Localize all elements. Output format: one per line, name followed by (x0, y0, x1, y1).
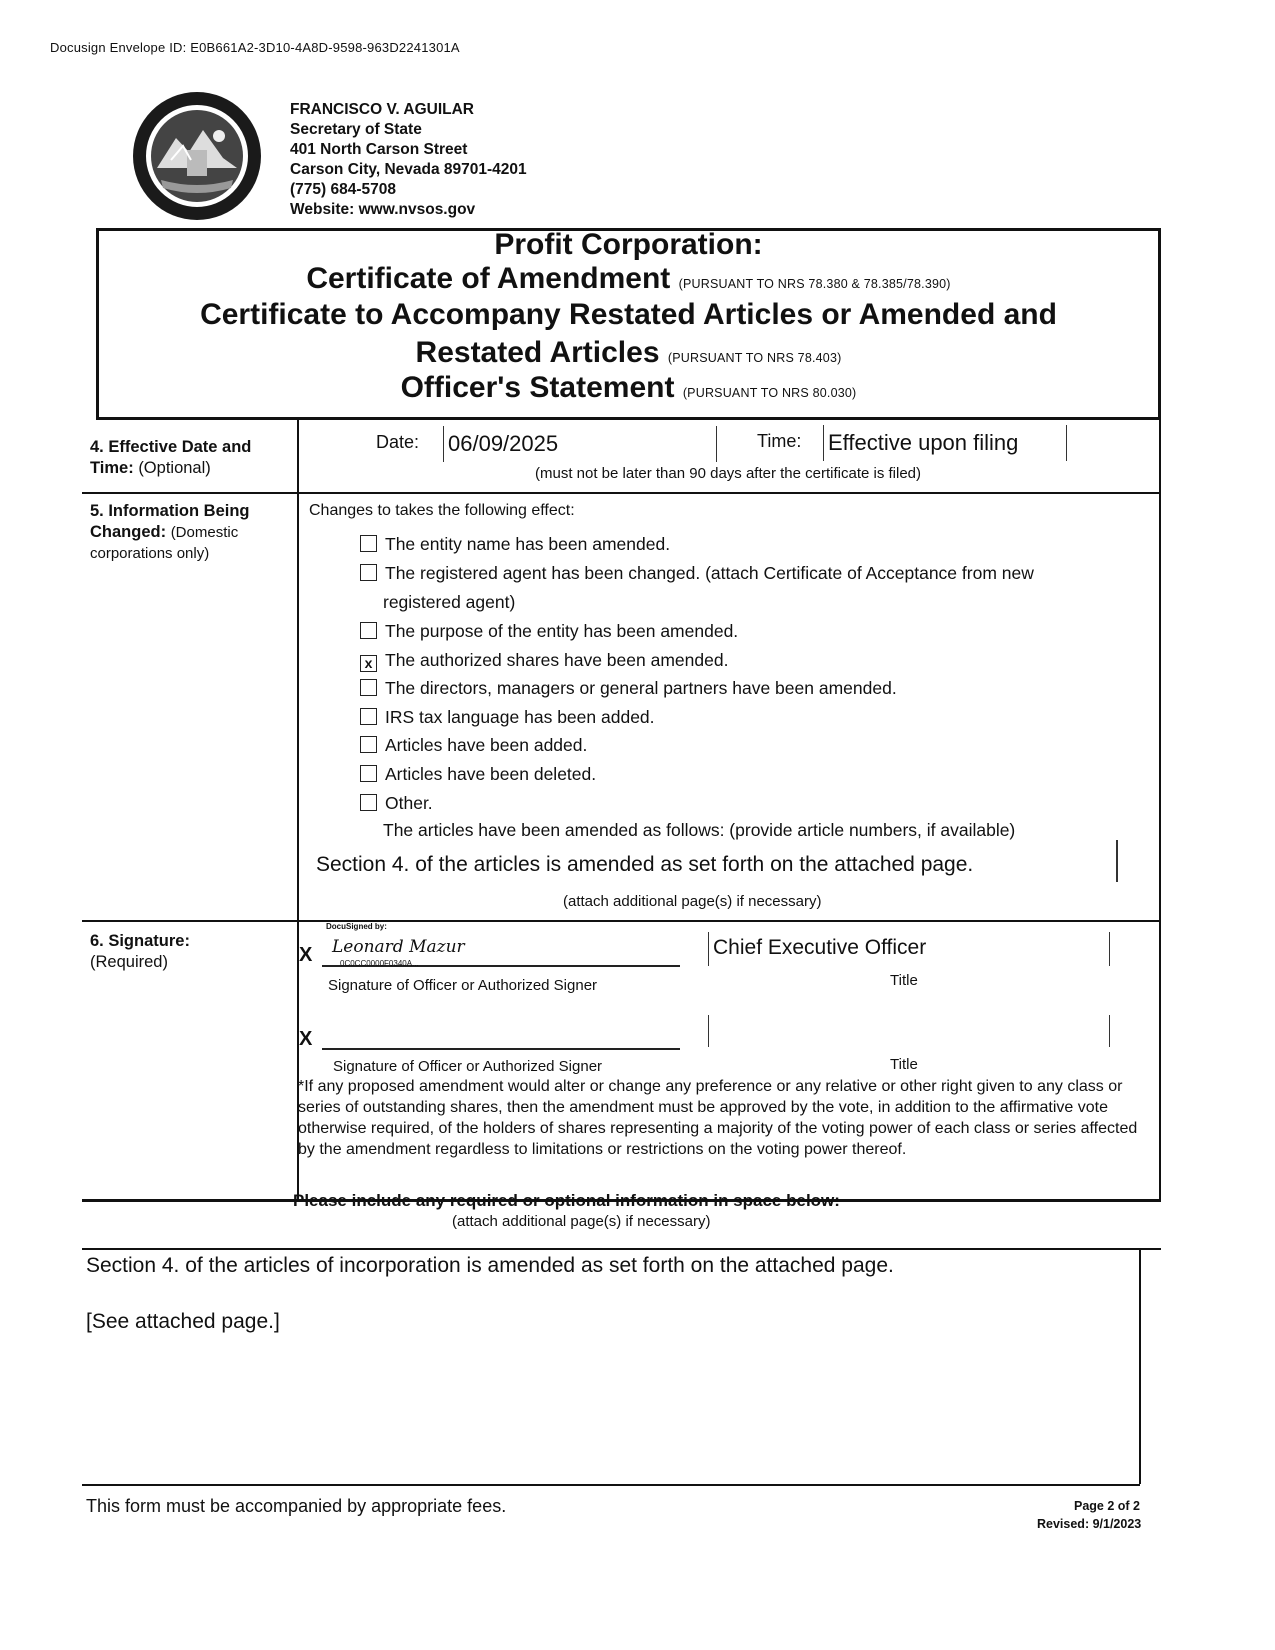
section4-label-optional: (Optional) (138, 459, 211, 477)
time-label: Time: (757, 431, 802, 451)
checkbox-articles-added[interactable] (360, 736, 377, 753)
option-purpose[interactable] (360, 621, 738, 642)
title-line-4 (99, 336, 1158, 370)
amended-field-edge (1116, 840, 1118, 882)
checkbox-entity-name[interactable] (360, 535, 377, 552)
docusign-code: 0C0CC0000F0340A... (340, 959, 419, 968)
signature-x-1: X (299, 944, 313, 966)
secretary-address-block (290, 100, 527, 220)
time-field[interactable] (823, 425, 1067, 461)
title-field-1[interactable] (708, 932, 1110, 966)
title-line-5-text: Officer's Statement (400, 371, 675, 404)
page-number: Page 2 of 2 (1074, 1499, 1140, 1513)
date-field[interactable] (443, 426, 717, 462)
secretary-name: FRANCISCO V. AGUILAR (290, 101, 475, 118)
right-border (1159, 419, 1161, 1199)
option-directors[interactable] (360, 678, 897, 699)
amendment-footnote: *If any proposed amendment would alter or change any preference or any relative or other right given to any class or series of outstanding shares, then the amendment must be approved by the vote, in addition to the affirmative vote otherwise required, of the holders of shares representing a majority of the voting power of each class or series affected by the amendment regardless to limitations or restrictions on the voting power thereof. (298, 1078, 1138, 1158)
checkbox-articles-deleted[interactable] (360, 765, 377, 782)
signature-x-2: X (299, 1028, 313, 1050)
section5-label-note2: corporations only) (90, 545, 210, 562)
option-registered-agent-cont: registered agent) (383, 592, 516, 612)
changes-intro: Changes to takes the following effect: (309, 502, 575, 519)
checkbox-irs-tax[interactable] (360, 708, 377, 725)
option-registered-agent[interactable] (360, 563, 1034, 584)
section4-label-bold2: Time: (90, 459, 134, 477)
option-label: The registered agent has been changed. (attach Certificate of Acceptance from new (385, 563, 1034, 583)
effective-date-note: (must not be later than 90 days after the certificate is filed) (535, 465, 922, 482)
checkbox-directors[interactable] (360, 679, 377, 696)
option-articles-deleted[interactable] (360, 764, 596, 785)
row-divider-4 (82, 492, 1161, 494)
title-caption-1: Title (890, 972, 918, 989)
form-title-box (96, 228, 1161, 418)
title-divider (96, 417, 1161, 420)
attach-note: (attach additional page(s) if necessary) (563, 893, 822, 910)
additional-info-heading: Please include any required or optional information in space below: (293, 1191, 840, 1210)
phone-number: (775) 684-5708 (290, 181, 396, 198)
time-value: Effective upon filing (828, 430, 1019, 455)
option-label: The authorized shares have been amended. (385, 650, 729, 670)
revised-date: Revised: 9/1/2023 (1037, 1517, 1142, 1531)
section5-label (90, 501, 250, 564)
secretary-office: Secretary of State (290, 121, 422, 138)
option-label: Other. (385, 793, 433, 813)
docusign-tag: DocuSigned by: (326, 922, 387, 931)
section6-label (90, 931, 190, 973)
additional-info-line-1[interactable]: Section 4. of the articles of incorporation is amended as set forth on the attached page. (86, 1254, 894, 1277)
section4-label-bold: 4. Effective Date and (90, 438, 252, 456)
option-irs-tax[interactable] (360, 707, 655, 728)
option-label: Articles have been deleted. (385, 764, 597, 784)
signature-field-2[interactable] (322, 1012, 680, 1050)
title-line-5 (99, 371, 1158, 405)
option-label: IRS tax language has been added. (385, 707, 655, 727)
title-caption-2: Title (890, 1056, 918, 1073)
title-line-2 (99, 262, 1158, 296)
option-articles-added[interactable] (360, 735, 587, 756)
section4-label (90, 437, 251, 479)
signature-field-1[interactable] (322, 922, 680, 968)
city-address: Carson City, Nevada 89701-4201 (290, 161, 527, 178)
date-value: 06/09/2025 (448, 431, 559, 456)
signature-caption-2: Signature of Officer or Authorized Signer (333, 1058, 603, 1075)
fees-notice: This form must be accompanied by appropriate fees. (86, 1496, 507, 1516)
title-1-value: Chief Executive Officer (713, 936, 927, 959)
title-line-2-nrs: (PURSUANT TO NRS 78.380 & 78.385/78.390) (678, 277, 951, 291)
title-line-5-nrs: (PURSUANT TO NRS 80.030) (682, 386, 857, 400)
checkbox-other[interactable] (360, 794, 377, 811)
additional-info-line-2[interactable]: [See attached page.] (86, 1310, 280, 1333)
checkbox-purpose[interactable] (360, 622, 377, 639)
info-bottom-border (82, 1484, 1140, 1486)
checkbox-registered-agent[interactable] (360, 564, 377, 581)
row-divider-5 (82, 920, 1161, 922)
title-field-2[interactable] (708, 1015, 1110, 1047)
checkbox-authorized-shares[interactable]: x (360, 655, 377, 672)
info-right-border (1139, 1249, 1141, 1484)
signature-1-script: Leonard Mazur (332, 937, 465, 957)
signature-caption-1: Signature of Officer or Authorized Signer (328, 977, 598, 994)
section5-label-bold2: Changed: (90, 523, 167, 541)
street-address: 401 North Carson Street (290, 141, 468, 158)
option-label: The purpose of the entity has been amended. (385, 621, 739, 641)
section5-label-note1: (Domestic (170, 524, 239, 541)
title-line-1: Profit Corporation: (494, 228, 763, 261)
nevada-state-seal-icon (131, 90, 263, 222)
title-line-2-text: Certificate of Amendment (306, 262, 671, 295)
option-entity-name[interactable] (360, 534, 670, 555)
amended-text-field[interactable]: Section 4. of the articles is amended as set forth on the attached page. (316, 853, 974, 876)
additional-info-subheading: (attach additional page(s) if necessary) (452, 1213, 711, 1230)
amended-prompt: The articles have been amended as follows: (provide article numbers, if available) (383, 820, 1016, 840)
option-label: Articles have been added. (385, 735, 588, 755)
website: Website: www.nvsos.gov (290, 201, 476, 218)
section6-label-bold: 6. Signature: (90, 932, 190, 950)
section5-label-bold: 5. Information Being (90, 502, 250, 520)
title-line-3: Certificate to Accompany Restated Articles or Amended and (200, 298, 1057, 331)
option-label: The entity name has been amended. (385, 534, 671, 554)
date-label: Date: (376, 432, 420, 452)
title-line-4-text: Restated Articles (415, 336, 660, 369)
option-authorized-shares[interactable] (360, 650, 728, 672)
option-other[interactable] (360, 793, 433, 814)
row-divider-info (82, 1248, 1161, 1250)
envelope-id: Docusign Envelope ID: E0B661A2-3D10-4A8D-9598-963D2241301A (50, 40, 460, 55)
option-label: The directors, managers or general partners have been amended. (385, 678, 897, 698)
section6-label-note: (Required) (90, 953, 168, 971)
title-line-4-nrs: (PURSUANT TO NRS 78.403) (667, 351, 842, 365)
